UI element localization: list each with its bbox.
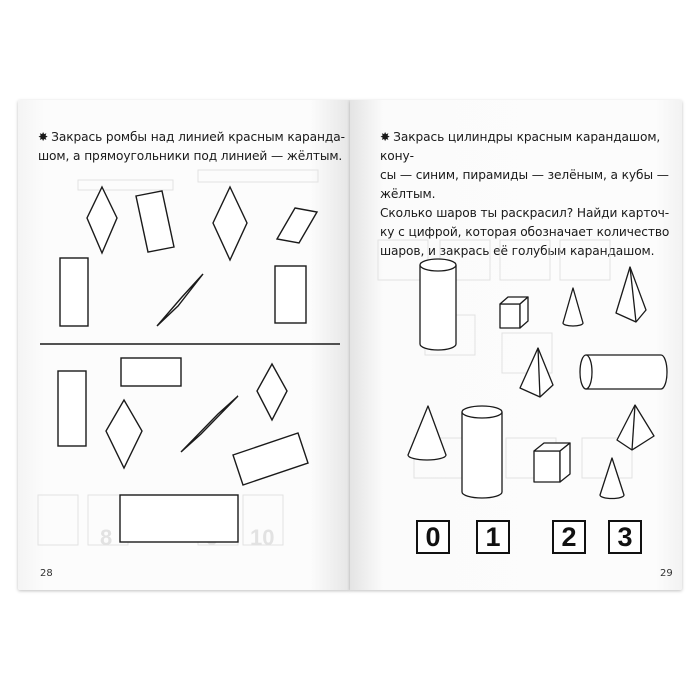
answer-card-2[interactable]: 2	[552, 520, 586, 554]
right-task-line-1: Закрась цилиндры красным карандашом, кону-	[380, 130, 661, 163]
cone-shape	[408, 406, 446, 460]
rectangle-shape	[58, 371, 86, 446]
cone-shape	[563, 288, 583, 326]
asterisk-bullet-icon: ✸	[380, 130, 391, 144]
rhombus-shape	[213, 187, 247, 260]
rhombus-shape	[181, 396, 238, 452]
rhombus-shape	[157, 274, 203, 326]
rectangle-shape	[233, 433, 308, 485]
pyramid-shape	[617, 405, 654, 450]
answer-card-3[interactable]: 3	[608, 520, 642, 554]
page-number: 29	[660, 568, 673, 579]
cylinder-shape	[580, 355, 667, 389]
left-page	[18, 100, 350, 590]
asterisk-bullet-icon: ✸	[38, 130, 49, 144]
rhombus-shape	[106, 400, 142, 468]
cube-shape	[500, 297, 528, 328]
open-workbook	[18, 100, 682, 590]
cube-shape	[534, 443, 570, 482]
answer-card-0[interactable]: 0	[416, 520, 450, 554]
right-task-line-5: ку с цифрой, которая обозначает количество	[380, 225, 670, 239]
cylinder-shape	[462, 406, 502, 498]
rectangle-shape	[275, 266, 306, 323]
right-page	[350, 100, 682, 590]
right-task-line-4: Сколько шаров ты раскрасил? Найди карточ-	[380, 206, 670, 220]
rhombus-shape	[277, 208, 317, 243]
cylinder-shape	[420, 259, 456, 350]
rectangle-shape	[60, 258, 88, 326]
right-solids-figure	[350, 100, 682, 590]
left-task-line-1: Закрась ромбы над линией красным каранда-	[51, 130, 345, 144]
page-number: 28	[40, 568, 53, 579]
right-task-line-3: жёлтым.	[380, 187, 436, 201]
left-shapes-figure	[18, 100, 350, 590]
right-task-line-2: сы — синим, пирамиды — зелёным, а кубы —	[380, 168, 669, 182]
left-task-line-2: шом, а прямоугольники под линией — жёлтым.	[38, 149, 343, 163]
answer-card-1[interactable]: 1	[476, 520, 510, 554]
ghost-digit: 10	[250, 525, 275, 550]
rectangle-shape	[136, 191, 174, 252]
pyramid-shape	[616, 267, 646, 322]
ghost-digit: 8	[100, 525, 113, 550]
rhombus-shape	[87, 187, 117, 253]
rectangle-shape	[121, 358, 181, 386]
rectangle-shape	[120, 495, 238, 542]
right-task-line-6: шаров, и закрась её голубым карандашом.	[380, 244, 655, 258]
rhombus-shape	[257, 364, 287, 420]
